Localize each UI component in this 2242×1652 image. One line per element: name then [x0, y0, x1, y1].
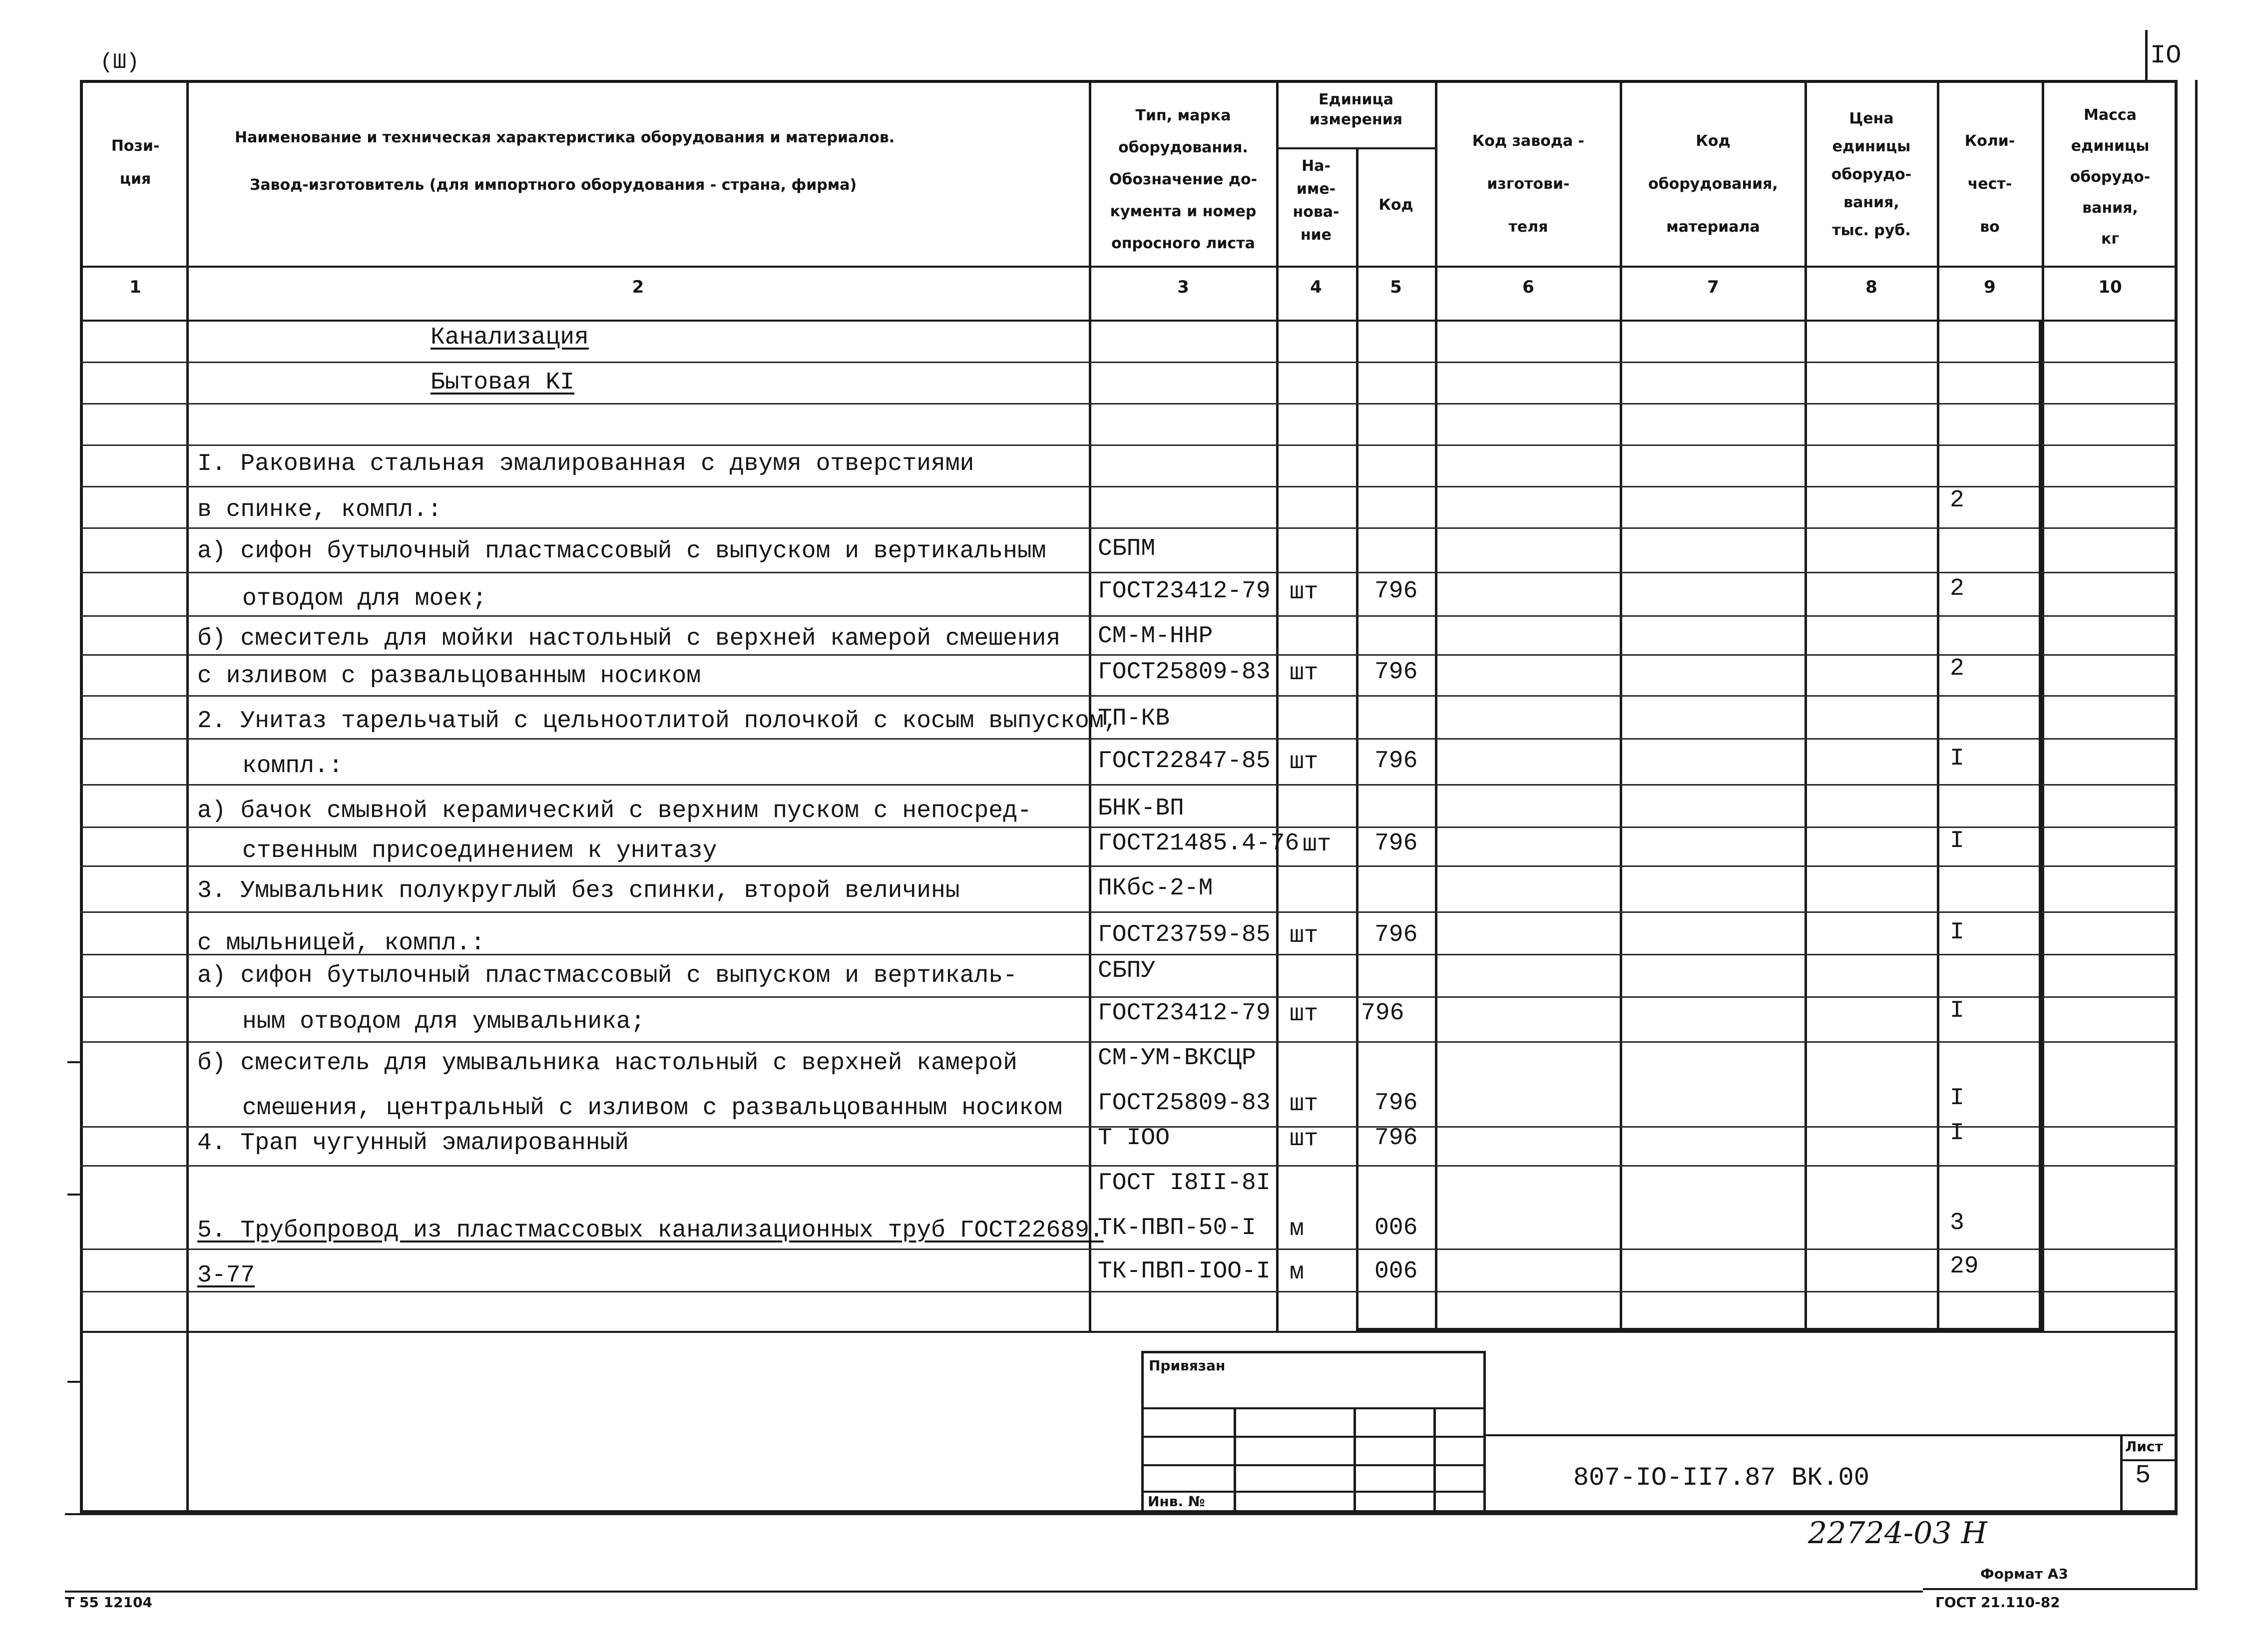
colnum-2: 2 — [632, 277, 644, 297]
bottom-border-line — [65, 1591, 1923, 1593]
row-type: Т IOO — [1098, 1125, 1170, 1152]
row-unit: шт — [1303, 831, 1332, 858]
row-qty: I — [1950, 827, 1964, 854]
colnum-9: 9 — [1984, 277, 1996, 297]
row-qty: I — [1950, 1085, 1964, 1112]
row-code: 796 — [1361, 1000, 1404, 1027]
row-name: 3-77 — [197, 1262, 255, 1289]
row-name: I. Раковина стальная эмалированная с двумя отверстиями — [197, 450, 974, 477]
row-qty: I — [1950, 919, 1964, 946]
row-code: 796 — [1374, 1125, 1418, 1152]
row-name: компл.: — [242, 753, 343, 780]
row-type: ГОСТ23759-85 — [1098, 921, 1271, 948]
row-name: в спинке, компл.: — [197, 496, 442, 523]
header-type: Тип, марка оборудования. Обозначение до- кумента и номер опросного листа — [1109, 107, 1258, 252]
filled-columns-border — [1356, 320, 2042, 1331]
row-type: СБПУ — [1098, 957, 1156, 984]
row-unit: м — [1290, 1216, 1304, 1242]
header-quantity: Коли- чест- во — [1964, 132, 2015, 236]
row-name: 4. Трап чугунный эмалированный — [197, 1130, 629, 1157]
row-unit: м — [1290, 1259, 1304, 1286]
row-type: ТК-ПВП-IOO-I — [1098, 1258, 1271, 1285]
row-name: 5. Трубопровод из пластмассовых канализационных труб ГОСТ22689. — [197, 1217, 1104, 1244]
row-name: б) смеситель для умывальника настольный с верхней камерой — [197, 1050, 1017, 1077]
row-unit: шт — [1290, 660, 1319, 687]
row-unit: шт — [1290, 579, 1319, 606]
header-name-line2: Завод-изготовитель (для импортного оборудования - страна, фирма) — [250, 176, 857, 194]
row-name: 2. Унитаз тарельчатый с цельноотлитой полочкой с косым выпуском, — [197, 708, 1118, 735]
row-type: ГОСТ22847-85 — [1098, 748, 1271, 775]
colnum-3: 3 — [1177, 277, 1189, 297]
row-type: ТП-КВ — [1098, 705, 1170, 732]
row-unit: шт — [1290, 1001, 1319, 1028]
colnum-4: 4 — [1310, 277, 1322, 297]
row-qty: 2 — [1950, 487, 1964, 514]
stamp-col — [1433, 1407, 1436, 1513]
row-type: СБПМ — [1098, 535, 1156, 562]
header-equipment-code: Код оборудования, материала — [1648, 132, 1778, 236]
header-price: Цена единицы оборудо- вания, тыс. руб. — [1831, 110, 1912, 239]
table-bottom-line — [80, 1331, 2178, 1333]
row-name: с мыльницей, компл.: — [197, 930, 485, 957]
section-title-household: Бытовая KI — [431, 369, 575, 396]
row-name: а) бачок смывной керамический с верхним пуском с непосред- — [197, 798, 1032, 825]
row-type: ГОСТ23412-79 — [1098, 578, 1271, 605]
row-name: а) сифон бутылочный пластмассовый с выпуском и вертикаль- — [197, 962, 1017, 989]
header-bottom-line — [80, 266, 2178, 268]
handwritten-inventory-number: 22724-03 Н — [1808, 1516, 1987, 1551]
header-unit-code: Код — [1378, 196, 1413, 214]
row-type: ГОСТ I8II-8I — [1098, 1170, 1271, 1197]
row-code: 796 — [1374, 1090, 1418, 1117]
right-margin-line — [2195, 80, 2198, 1588]
header-mass: Масса единицы оборудо- вания, кг — [2070, 106, 2151, 248]
header-unit-group: Единица измерения — [1309, 91, 1403, 128]
row-unit: шт — [1290, 749, 1319, 776]
row-type: СМ-УМ-ВКСЦР — [1098, 1045, 1256, 1072]
row-name: а) сифон бутылочный пластмассовый с выпуском и вертикальным — [197, 538, 1046, 565]
row-code: 796 — [1374, 921, 1418, 948]
header-position: Пози- ция — [111, 137, 160, 188]
header-factory-code: Код завода - изготови- теля — [1472, 132, 1585, 236]
unit-subheader-line — [1276, 147, 1435, 149]
sheet-corner-mark: (Ш) — [100, 50, 140, 75]
row-qty: 3 — [1950, 1210, 1964, 1237]
row-type: СМ-М-ННР — [1098, 623, 1213, 650]
row-type: ГОСТ21485.4-76 — [1098, 830, 1300, 857]
margin-tick — [67, 1381, 80, 1383]
stamp-label-bound: Привязан — [1149, 1357, 1226, 1374]
row-type: ТК-ПВП-50-I — [1098, 1215, 1256, 1241]
col-line-1 — [186, 80, 189, 1513]
colnum-8: 8 — [1865, 277, 1877, 297]
colnum-1: 1 — [129, 277, 141, 297]
row-type: ГОСТ23412-79 — [1098, 1000, 1271, 1027]
row-code: 796 — [1374, 659, 1418, 686]
row-name: 3. Умывальник полукруглый без спинки, второй величины — [197, 877, 960, 904]
row-qty: 2 — [1950, 575, 1964, 602]
document-code: 807-IO-II7.87 ВК.00 — [1573, 1463, 1869, 1493]
format-label: Формат А3 — [1980, 1566, 2068, 1582]
row-unit: шт — [1290, 1126, 1319, 1153]
row-type: БНК-ВП — [1098, 795, 1184, 822]
row-type: ГОСТ25809-83 — [1098, 1090, 1271, 1117]
colnum-5: 5 — [1390, 277, 1402, 297]
print-code: Т 55 12104 — [65, 1594, 152, 1611]
header-name-line1: Наименование и техническая характеристика оборудования и материалов. — [235, 129, 895, 146]
row-name: ственным присоединением к унитазу — [242, 837, 717, 864]
row-unit: шт — [1290, 1091, 1319, 1118]
section-title-sewerage: Канализация — [431, 324, 589, 351]
format-line — [1923, 1588, 2198, 1590]
row-qty: 29 — [1950, 1253, 1979, 1280]
row-qty: I — [1950, 997, 1964, 1024]
standard-label: ГОСТ 21.110-82 — [1935, 1594, 2060, 1611]
sheet-label: Лист — [2125, 1438, 2163, 1455]
row-unit: шт — [1290, 922, 1319, 949]
row-type: ПКбс-2-М — [1098, 875, 1213, 902]
corner-divider — [2145, 30, 2148, 80]
margin-tick — [67, 1061, 80, 1063]
frame-bottom-extension — [65, 1513, 2178, 1515]
stamp-col — [1353, 1407, 1356, 1513]
margin-tick — [67, 1194, 80, 1196]
row-qty: I — [1950, 1120, 1964, 1147]
row-name: смешения, центральный с изливом с развальцованным носиком — [242, 1095, 1062, 1122]
row-qty: 2 — [1950, 655, 1964, 682]
row-name: с изливом с развальцованным носиком — [197, 663, 701, 690]
row-type: ГОСТ25809-83 — [1098, 659, 1271, 686]
row-code: 796 — [1374, 830, 1418, 857]
row-name: б) смеситель для мойки настольный с верхней камерой смешения — [197, 625, 1061, 652]
stamp-col — [1234, 1407, 1236, 1513]
row-qty: I — [1950, 745, 1964, 772]
row-name: отводом для моек; — [242, 585, 487, 612]
row-code: 796 — [1374, 578, 1418, 605]
row-code: 796 — [1374, 748, 1418, 775]
sheet-number: 5 — [2135, 1461, 2151, 1490]
stamp-label-inventory: Инв. № — [1148, 1493, 1205, 1510]
sheet-page-number: IO — [2150, 41, 2182, 70]
colnum-7: 7 — [1707, 277, 1719, 297]
row-code: 006 — [1374, 1258, 1418, 1285]
header-unit-name: На- име- нова- ние — [1293, 157, 1340, 244]
title-block-line — [1486, 1434, 2178, 1436]
row-code: 006 — [1374, 1215, 1418, 1241]
colnum-10: 10 — [2098, 277, 2122, 297]
row-name: ным отводом для умывальника; — [242, 1008, 645, 1035]
colnum-6: 6 — [1522, 277, 1534, 297]
